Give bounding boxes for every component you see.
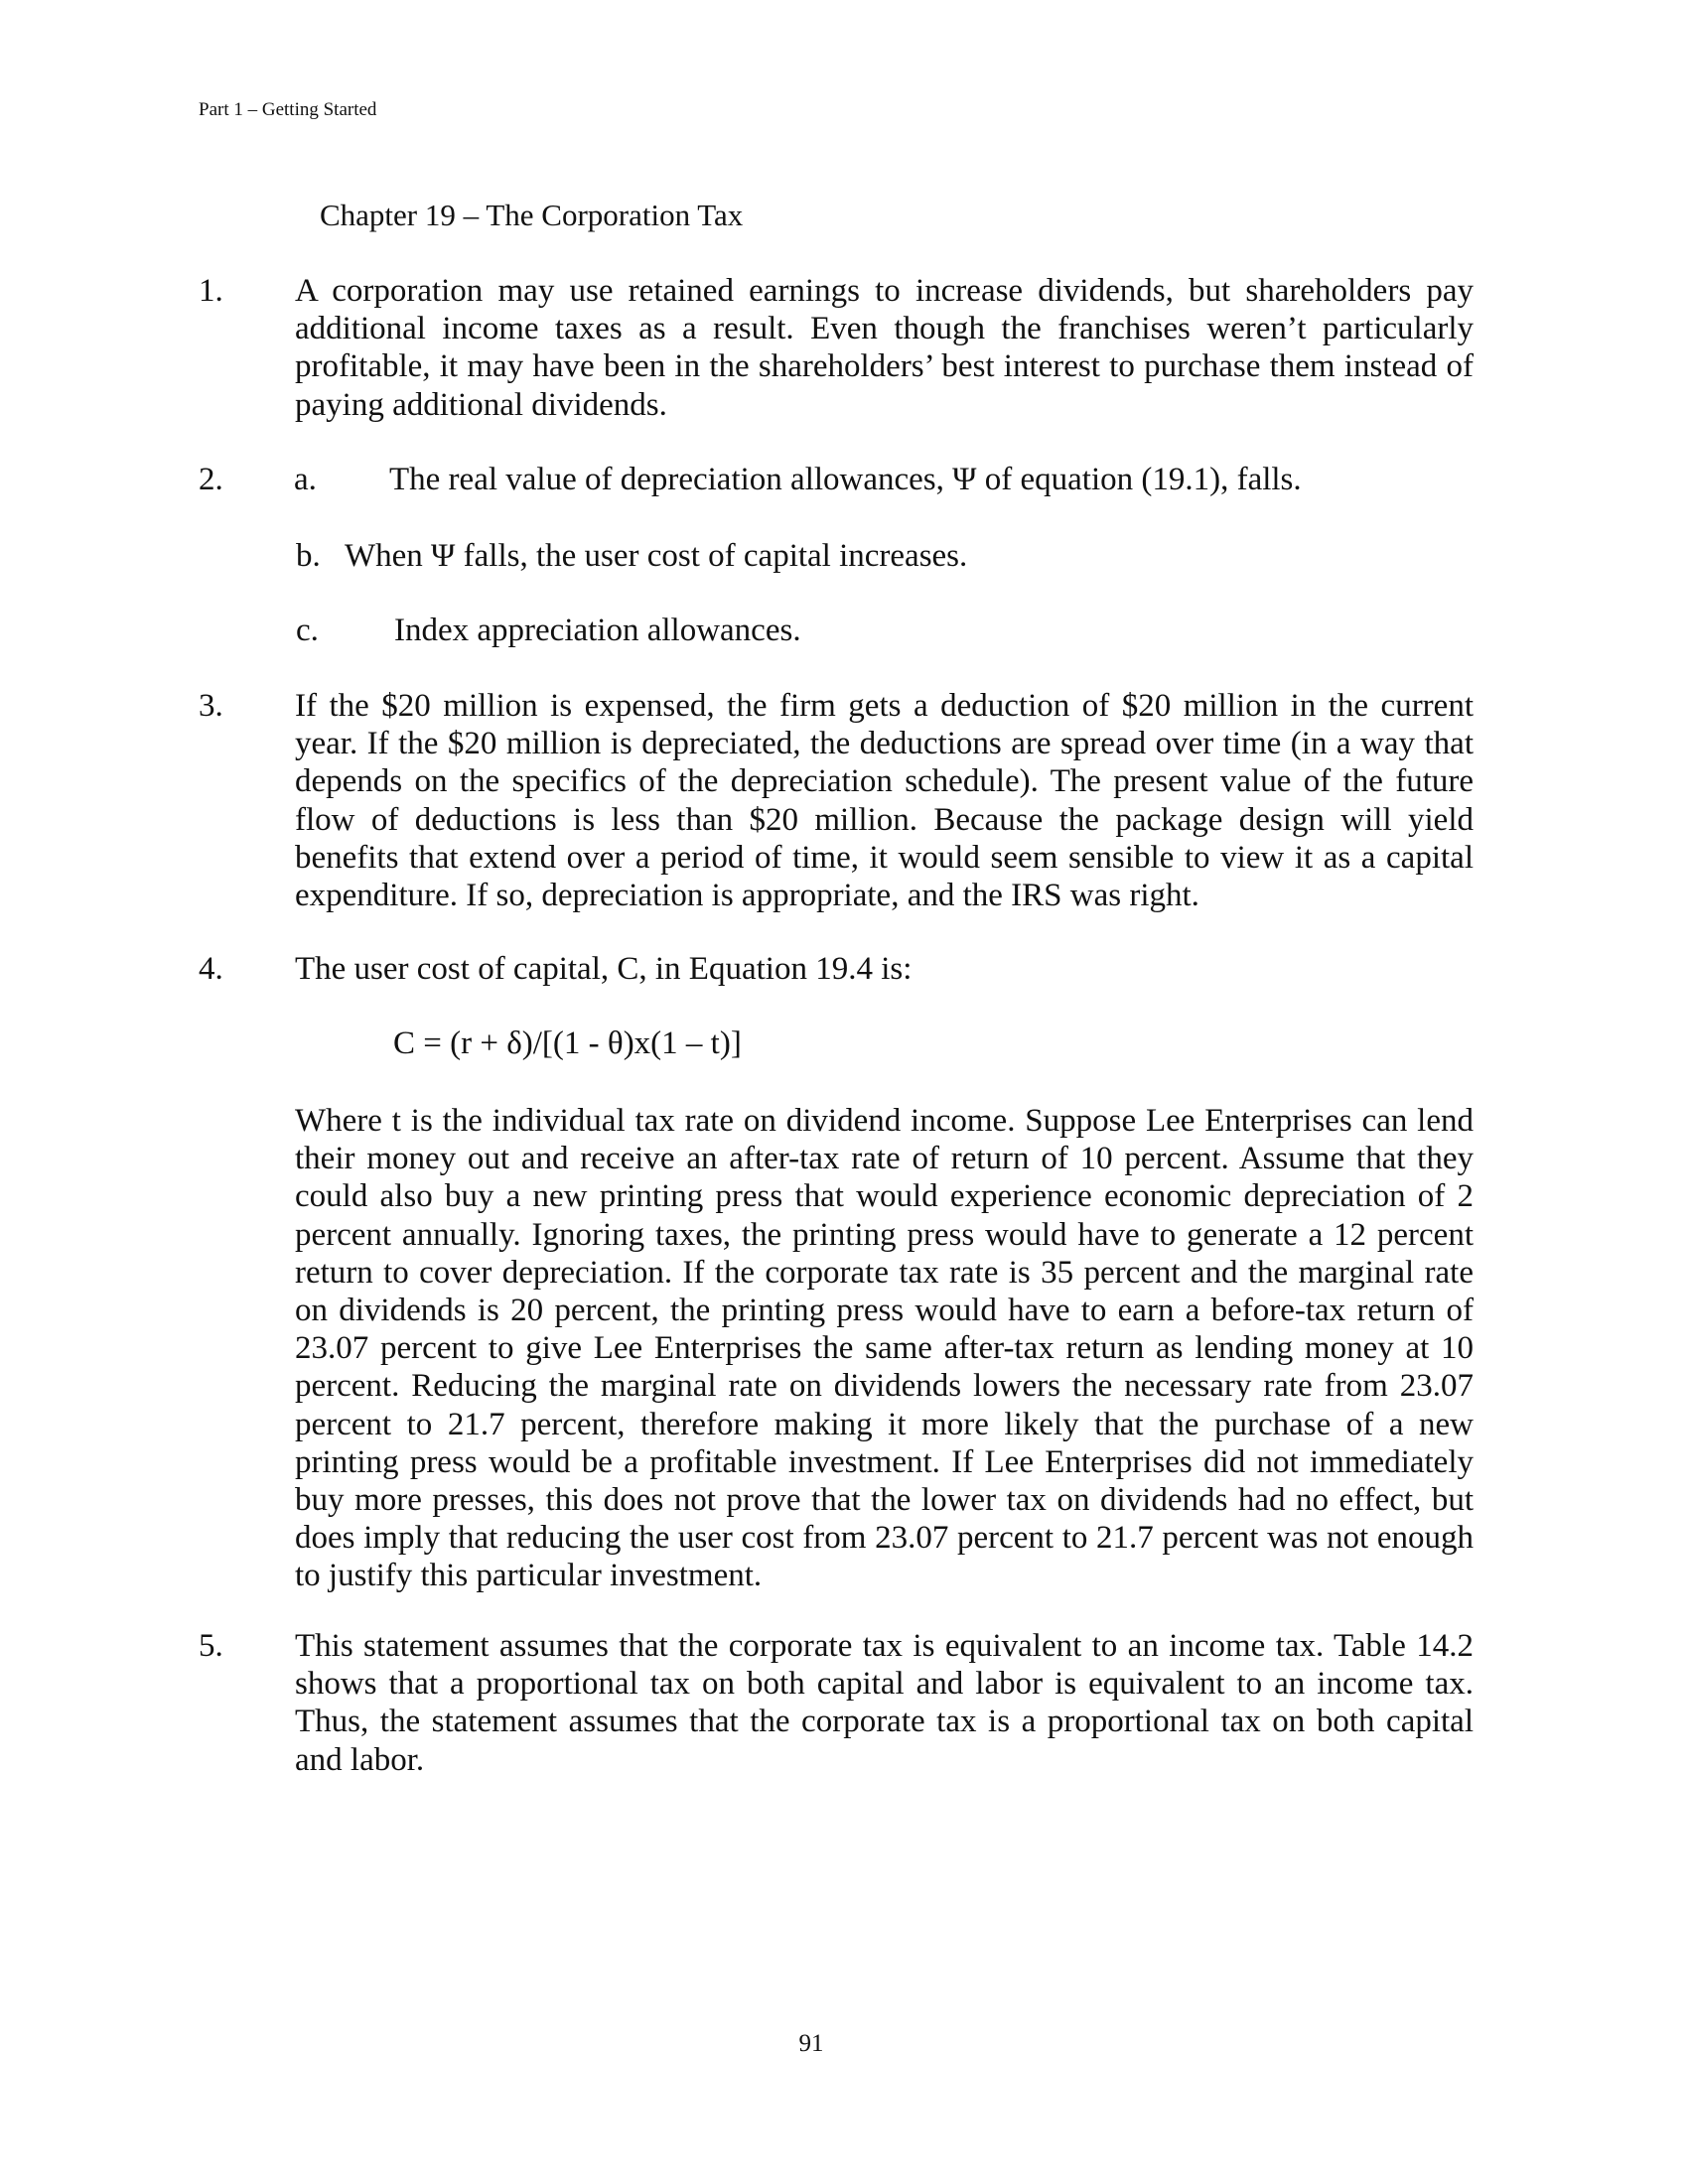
item-number: 5. [199,1628,223,1664]
user-cost-formula: C = (r + δ)/[(1 - θ)x(1 – t)] [393,1025,742,1061]
item-number: 4. [199,951,223,987]
running-header: Part 1 – Getting Started [199,99,377,120]
answer-paragraph: A corporation may use retained earnings to increase dividends, but shareholders pay additional income taxes as a result. Even though the franchises weren’t particularly profitable, it may have been in the shareholders’ best interest to purchase them instead of paying additional dividends. [295,273,1474,423]
item-number: 3. [199,688,223,724]
answer-paragraph: If the $20 million is expensed, the firm gets a deduction of $20 million in the current year. If the $20 million is depreciated, the deductions are spread over time (in a way that depends on the specifics of the depreciation schedule). The present value of the future flow of deductions is less than $20 million. Because the package design will yield benefits that extend over a period of time, it would seem sensible to view it as a capital expenditure. If so, depreciation is appropriate, and the IRS was right. [295,688,1474,914]
answer-paragraph-continued: Where t is the individual tax rate on dividend income. Suppose Lee Enterprises can lend their money out and receive an after-tax rate of return of 10 percent. Assume that they could also buy a new printing press that would experience economic depreciation of 2 percent annually. Ignoring taxes, the printing press would have to generate a 12 percent return to cover depreciation. If the corporate tax rate is 35 percent and the marginal rate on dividends is 20 percent, the printing press would have to earn a before-tax return of 23.07 percent to give Lee Enterprises the same after-tax return as lending money at 10 percent. Reducing the marginal rate on dividends lowers the necessary rate from 23.07 percent to 21.7 percent, therefore making it more likely that the purchase of a new printing press would be a profitable investment. If Lee Enterprises did not immediately buy more presses, this does not prove that the lower tax on dividends had no effect, but does imply that reducing the user cost from 23.07 percent to 21.7 percent was not enough to justify this particular investment. [295,1103,1474,1594]
subitem-letter: a. [294,462,317,497]
subitem-letter: b. [296,538,321,574]
subitem-text: Index appreciation allowances. [394,613,801,648]
subitem-letter: c. [296,613,319,648]
item-number: 1. [199,273,223,309]
chapter-title: Chapter 19 – The Corporation Tax [320,198,744,232]
answer-paragraph: The user cost of capital, C, in Equation 19.4 is: [295,951,913,987]
answer-paragraph: This statement assumes that the corporate tax is equivalent to an income tax. Table 14.2 shows that a proportional tax on both capital and labor is equivalent to an income tax. Thus, the statement assumes that the corporate tax is a proportional tax on both capital and labor. [295,1628,1474,1778]
subitem-text: The real value of depreciation allowances, Ψ of equation (19.1), falls. [389,462,1302,497]
page-number: 91 [798,2030,824,2057]
subitem-text: When Ψ falls, the user cost of capital increases. [345,538,968,574]
item-number: 2. [199,462,223,497]
